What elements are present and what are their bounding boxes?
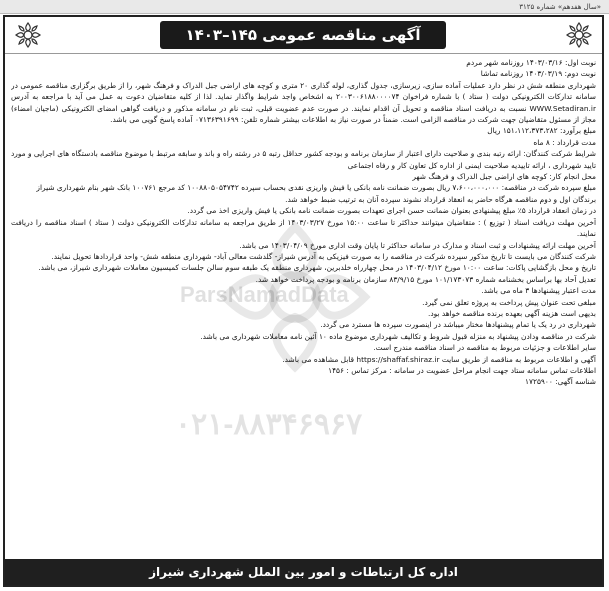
notice-line: نوبت اول: ۱۴۰۳/۰۳/۱۶ روزنامه شهر مردم <box>466 58 596 67</box>
notice-frame <box>3 15 604 587</box>
notice-line: شرکت در مناقصه ودادن پیشنهاد به منزله قبول شروط و تکالیف شهرداری موضوع ماده ۱۰ آئین نامه معاملات شهرداری می باشد. <box>200 331 596 341</box>
notice-line: شهرداری در رد یک یا تمام پیشنهادها مختار میباشد در اینصورت سپرده ها مسترد می گردد. <box>320 320 596 330</box>
notice-line: شناسه آگهی: ۱۷۲۵۹۰۰ <box>525 377 596 387</box>
notice-line: در زمان انعقاد قرارداد ۵٪ مبلغ پیشنهادی بعنوان ضمانت حسن اجرای تعهدات بصورت ضمانت نامه بانکی یا فیش واریزی اخذ می گردد. <box>187 206 596 216</box>
watermark-phone-text: ۰۲۱-۸۸۳۴۶۹۶۷ <box>175 408 363 441</box>
notice-line: مدت قرارداد : ۸ ماه <box>533 137 596 147</box>
shiraz-municipality-logo <box>13 20 43 50</box>
notice-footer: اداره کل ارتباطات و امور بین الملل شهرداری شیراز <box>5 559 602 585</box>
notice-line: آگهی و اطلاعات مربوط به مناقصه از طریق سایت https://shaffaf.shiraz.ir قابل مشاهده می باشد. <box>282 354 596 364</box>
notice-line: محل انجام کار: کوچه های اراضی جبل الدراک و فرهنگ شهر <box>412 172 596 182</box>
notice-line: مبلغی تحت عنوان پیش پرداخت به پروژه تعلق نمی گیرد. <box>422 297 596 307</box>
notice-line: تاریخ و محل بازگشایی پاکات: ساعت ۱۰:۰۰ مورخ ۱۴۰۳/۰۴/۱۲ در محل چهارراه خلدبرین، شهرداری منطقه یک طبقه سوم سالن جلسات کمیسیون معاملات شهرداری شیراز، می باشد. <box>38 263 596 273</box>
notice-line: نوبت دوم: ۱۴۰۳/۰۳/۱۹ روزنامه تماشا <box>480 69 596 79</box>
notice-line: مبلغ سپرده شرکت در مناقصه: ۷،۶۰۰،۰۰۰،۰۰۰ ریال بصورت ضمانت نامه بانکی یا فیش واریزی نقدی بحساب سپرده ۱۰۰۸۸۰۵۰۵۴۷۴۲ کد مرجع ۱۰۰۷۶۱ بانک شهر بنام شهرداری شیراز <box>36 183 596 193</box>
notice-title: آگهی مناقصه عمومی ۱۴۵–۱۴۰۳ <box>160 21 446 49</box>
notice-line: شرایط شرکت کنندگان: ارائه رتبه بندی و صلاحیت دارای اعتبار از سازمان برنامه و بودجه کشور حداقل رتبه ۵ در رشته راه و باند و سابقه مرتبط با موضوع مناقصه بادستگاه های اجرایی و مورد تایید شهرداری ، ارائه تاییدیه صلاحیت ایمنی از اداره کل تعاون کار و رفاه اجتماعی <box>11 149 596 170</box>
notice-line: بدیهی است هزینه آگهی بعهده برنده مناقصه خواهد بود. <box>427 308 596 318</box>
notice-line: آخرین مهلت ارائه پیشنهادات و ثبت اسناد و مدارک در سامانه حداکثر تا پایان وقت اداری مورخ ۱۴۰۳/۰۴/۰۹ می باشد. <box>239 240 596 250</box>
notice-line: سایر اطلاعات و جزئیات مربوط به مناقصه در اسناد مناقصه مندرج است. <box>373 343 596 353</box>
watermark-site-text: ParsNamadData <box>180 282 349 307</box>
notice-line: آخرین مهلت دریافت اسناد ( توزیع ) : متقاضیان میتوانند حداکثر تا ساعت ۱۵:۰۰ مورخ ۱۴۰۳/۰۳/۲۷ از طریق مراجعه به سامانه تدارکات الکترونیکی دولت ( ستاد ) اسناد مناقصه را دریافت نمایند. <box>11 217 596 239</box>
notice-header <box>5 17 602 54</box>
notice-body <box>11 57 596 559</box>
notice-line: شرکت کنندگان می بایست تا تاریخ مذکور سپرده شرکت در مناقصه را به صورت فیزیکی به آدرس شیراز- گلدشت معالی آباد- شهرداری منطقه شش- واحد قراردادها تحویل نمایند. <box>51 251 596 261</box>
notice-line: برندگان اول و دوم مناقصه هرگاه حاضر به انعقاد قرارداد نشوند سپرده آنان به ترتیب ضبط خواهد شد. <box>285 194 596 204</box>
notice-line: مدت اعتبار پیشنهادها ۳ ماه می باشد. <box>481 286 596 296</box>
notice-line: مبلغ برآورد: ۱۵۱،۱۱۲،۳۷۳،۲۸۲ ریال <box>487 126 596 136</box>
notice-line: شهرداری منطقه شش در نظر دارد عملیات آماده سازی، زیرسازی، جدول گذاری، لوله گذاری ۲۰ متری و کوچه های اراضی جبل الدراک و فرهنگ شهر، را از طریق برگزاری مناقصه عمومی در سامانه تدارکات الکترونیکی دولت ( ستاد ) با شماره فراخوان ۲۰۰۳۰۰۶۱۸۸۰۰۰۰۷۴ به اشخاص واجد شرایط واگذار نماید. لذا از کلیه متقاضیان دعوت به عمل می آید با مراجعه به آدرس WWW.Setadiran.ir نسبت به دریافت اسناد مناقصه و تحویل آن اقدام نمایند. در صورت عدم عضویت قبلی، ثبت نام در سامانه مذکور و دریافت گواهی امضای الکترونیکی (ماجیان امضاء) مجاز از مسئول متقاضیان جهت شرکت در مناقصه الزامی است. ضمناً در صورت نیاز به اطلاعات بیشتر شماره تلفن: ۰۷۱۳۶۳۹۱۶۹۹ آماده پاسخ گویی می باشد. <box>11 80 596 125</box>
shiraz-municipality-logo <box>564 20 594 50</box>
publication-strip: «سال هفدهم» شماره ۳۱۲۵ <box>0 0 609 14</box>
notice-line: تعدیل آحاد بها براساس بخشنامه شماره ۱۰۱/۱۷۳۰۷۳ مورخ ۸۳/۹/۱۵ سازمان برنامه و بودجه پرداخت خواهد شد. <box>255 274 596 284</box>
notice-line: اطلاعات تماس سامانه ستاد جهت انجام مراحل عضویت در سامانه : مرکز تماس : ۱۴۵۶ <box>328 365 596 375</box>
